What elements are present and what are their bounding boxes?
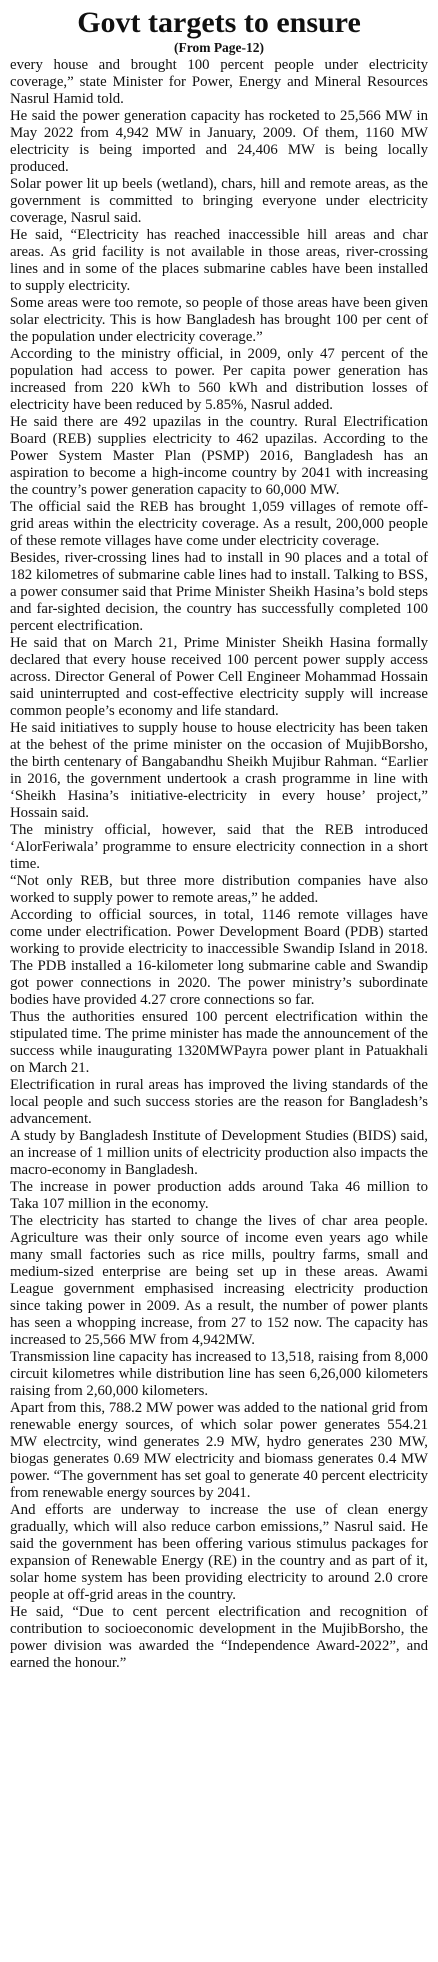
article-paragraph: every house and brought 100 percent people under electricity coverage,” state Minister for Power, Energy and Mineral Resources Nasrul Hamid told. [10, 57, 428, 107]
article-paragraph: He said initiatives to supply house to house electricity has been taken at the behest of the prime minister on the occasion of MujibBorsho, the birth centenary of Bangabandhu Sheikh Mujibur Rahman. “Earlier in 2016, the government undertook a crash programme in line with ‘Sheikh Hasina’s initiative-electricity in every house’ project,” Hossain said. [10, 720, 428, 821]
article-paragraph: He said there are 492 upazilas in the country. Rural Electrification Board (REB) supplies electricity to 462 upazilas. According to the Power System Master Plan (PSMP) 2016, Bangladesh has an aspiration to become a high-income country by 2041 with increasing the country’s power generation capacity to 60,000 MW. [10, 414, 428, 498]
article-paragraph: Electrification in rural areas has improved the living standards of the local people and such success stories are the reason for Bangladesh’s advancement. [10, 1077, 428, 1127]
article-body [10, 57, 428, 1672]
article-paragraph: The increase in power production adds around Taka 46 million to Taka 107 million in the economy. [10, 1179, 428, 1212]
article-paragraph: The official said the REB has brought 1,059 villages of remote off-grid areas within the electricity coverage. As a result, 200,000 people of these remote villages have come under electricity coverage. [10, 499, 428, 549]
article-paragraph: The electricity has started to change the lives of char area people. Agriculture was their only source of income even years ago while many small factories such as rice mills, poultry farms, small and medium-sized enterprise are being set up in these areas. Awami League government emphasised increasing electricity production since taking power in 2009. As a result, the number of power plants has seen a whopping increase, from 27 to 152 now. The capacity has increased to 25,566 MW from 4,942MW. [10, 1213, 428, 1348]
article-paragraph: According to official sources, in total, 1146 remote villages have come under electrification. Power Development Board (PDB) started working to provide electricity to inaccessible Swandip Island in 2018. The PDB installed a 16-kilometer long submarine cable and Swandip got power connections in 2020. The power ministry’s subordinate bodies have provided 4.27 crore connections so far. [10, 907, 428, 1008]
article-paragraph: Thus the authorities ensured 100 percent electrification within the stipulated time. The prime minister has made the announcement of the success while inaugurating 1320MWPayra power plant in Patuakhali on March 21. [10, 1009, 428, 1076]
article-paragraph: He said the power generation capacity has rocketed to 25,566 MW in May 2022 from 4,942 MW in January, 2009. Of them, 1160 MW electricity is being imported and 24,406 MW is being locally produced. [10, 108, 428, 175]
article-paragraph: “Not only REB, but three more distribution companies have also worked to supply power to remote areas,” he added. [10, 873, 428, 906]
article-paragraph: And efforts are underway to increase the use of clean energy gradually, which will also reduce carbon emissions,” Nasrul said. He said the government has been offering various stimulus packages for expansion of Renewable Energy (RE) in the country and as part of it, solar home system has been providing electricity to around 2.0 crore people at off-grid areas in the country. [10, 1502, 428, 1603]
article-paragraph: The ministry official, however, said that the REB introduced ‘AlorFeriwala’ programme to ensure electricity connection in a short time. [10, 822, 428, 872]
article-paragraph: He said that on March 21, Prime Minister Sheikh Hasina formally declared that every house received 100 percent power supply access across. Director General of Power Cell Engineer Mohammad Hossain said uninterrupted and cost-effective electricity supply will increase common people’s economy and life standard. [10, 635, 428, 719]
article-paragraph: Transmission line capacity has increased to 13,518, raising from 8,000 circuit kilometres while distribution line has seen 6,26,000 kilometers raising from 2,60,000 kilometers. [10, 1349, 428, 1399]
article-paragraph: He said, “Due to cent percent electrification and recognition of contribution to socioeconomic development in the MujibBorsho, the power division was awarded the “Independence Award-2022”, and earned the honour.” [10, 1604, 428, 1671]
article-paragraph: According to the ministry official, in 2009, only 47 percent of the population had access to power. Per capita power generation has increased from 220 kWh to 560 kWh and distribution losses of electricity have been reduced by 5.85%, Nasrul added. [10, 346, 428, 413]
article-paragraph: He said, “Electricity has reached inaccessible hill areas and char areas. As grid facility is not available in those areas, river-crossing lines and in some of the places submarine cables have been installed to supply electricity. [10, 227, 428, 294]
article-paragraph: Apart from this, 788.2 MW power was added to the national grid from renewable energy sources, of which solar power generates 554.21 MW electrcity, wind generates 2.9 MW, hydro generates 230 MW, biogas generates 0.69 MW electricity and biomass generates 0.4 MW power. “The government has set goal to generate 40 percent electricity from renewable energy sources by 2041. [10, 1400, 428, 1501]
continued-from-label: (From Page-12) [173, 40, 265, 55]
article-paragraph: A study by Bangladesh Institute of Development Studies (BIDS) said, an increase of 1 million units of electricity production also impacts the macro-economy in Bangladesh. [10, 1128, 428, 1178]
article-paragraph: Besides, river-crossing lines had to install in 90 places and a total of 182 kilometres of submarine cable lines had to install. Talking to BSS, a power consumer said that Prime Minister Sheikh Hasina’s bold steps and far-sighted decision, the country has successfully completed 100 percent electrification. [10, 550, 428, 634]
article-paragraph: Solar power lit up beels (wetland), chars, hill and remote areas, as the government is committed to bringing everyone under electricity coverage, Nasrul said. [10, 176, 428, 226]
headline: Govt targets to ensure [77, 6, 361, 39]
article-paragraph: Some areas were too remote, so people of those areas have been given solar electricity. This is how Bangladesh has brought 100 per cent of the population under electricity coverage.” [10, 295, 428, 345]
